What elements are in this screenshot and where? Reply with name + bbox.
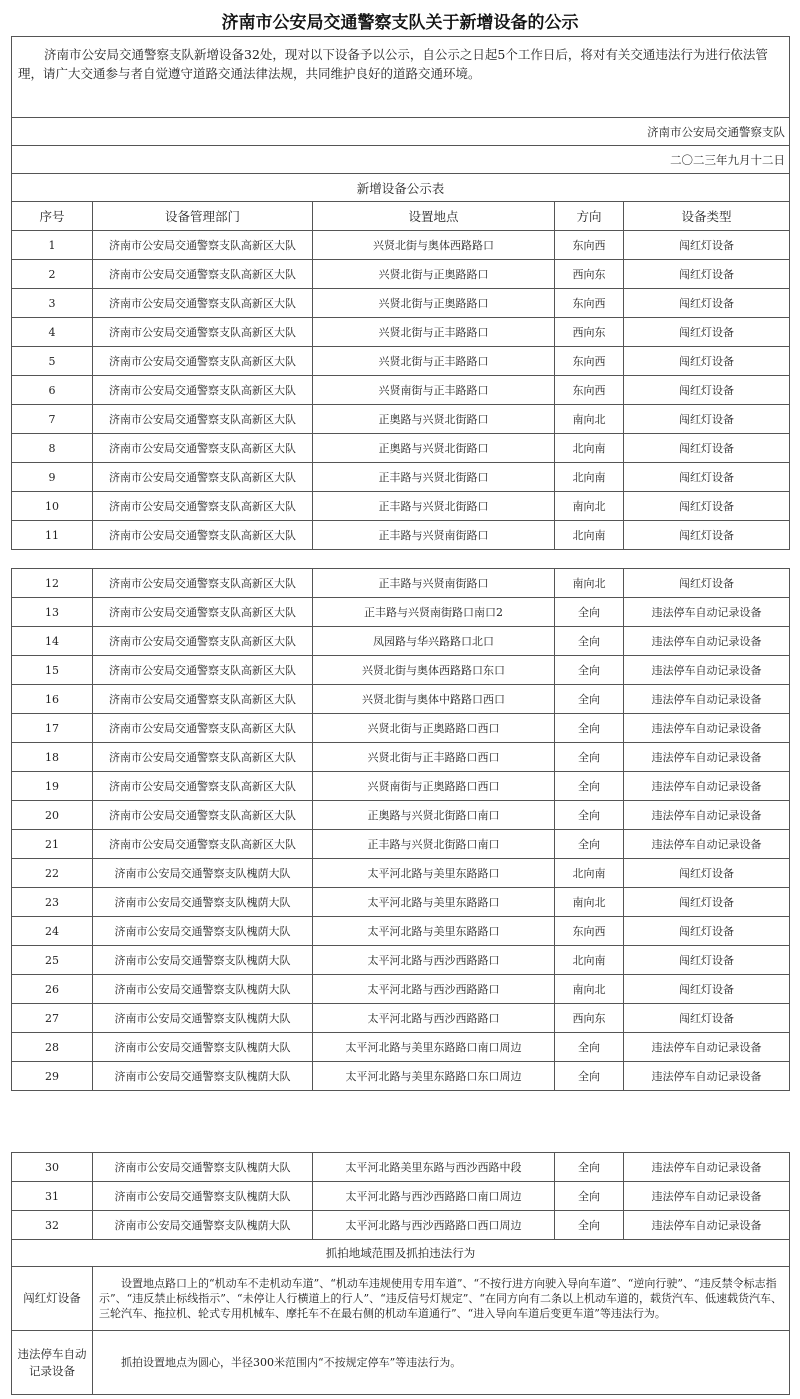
table-caption: 新增设备公示表 — [12, 174, 790, 202]
row-department: 济南市公安局交通警察支队高新区大队 — [93, 260, 313, 289]
row-department: 济南市公安局交通警察支队高新区大队 — [93, 492, 313, 521]
row-number: 29 — [12, 1062, 93, 1091]
table-row — [12, 801, 790, 830]
row-direction: 南向北 — [555, 975, 624, 1004]
row-location: 正丰路与兴贤北街路口 — [313, 463, 555, 492]
row-location: 太平河北路与美里东路路口东口周边 — [313, 1062, 555, 1091]
row-location: 正丰路与兴贤南街路口 — [313, 521, 555, 550]
row-location: 太平河北路与美里东路路口南口周边 — [313, 1033, 555, 1062]
row-location: 太平河北路与西沙西路路口 — [313, 1004, 555, 1033]
row-number: 25 — [12, 946, 93, 975]
row-location: 兴贤北街与奥体中路路口西口 — [313, 685, 555, 714]
table-row — [12, 405, 790, 434]
row-department: 济南市公安局交通警察支队高新区大队 — [93, 376, 313, 405]
row-number: 3 — [12, 289, 93, 318]
header-cell: 设置地点 — [313, 202, 555, 231]
row-number: 7 — [12, 405, 93, 434]
row-location: 兴贤南街与正奥路路口西口 — [313, 772, 555, 801]
table-row — [12, 627, 790, 656]
scope-type: 违法停车自动记录设备 — [12, 1331, 93, 1395]
row-location: 兴贤北街与正丰路路口 — [313, 347, 555, 376]
row-direction: 全向 — [555, 685, 624, 714]
row-device-type: 闯红灯设备 — [624, 888, 790, 917]
row-department: 济南市公安局交通警察支队高新区大队 — [93, 627, 313, 656]
scope-type: 闯红灯设备 — [12, 1267, 93, 1331]
scope-desc: 抓拍设置地点为圆心，半径300米范围内“不按规定停车”等违法行为。 — [93, 1331, 790, 1395]
row-number: 11 — [12, 521, 93, 550]
scope-row — [12, 1267, 790, 1331]
row-device-type: 闯红灯设备 — [624, 260, 790, 289]
row-number: 19 — [12, 772, 93, 801]
row-device-type: 闯红灯设备 — [624, 492, 790, 521]
row-direction: 东向西 — [555, 347, 624, 376]
row-department: 济南市公安局交通警察支队槐荫大队 — [93, 1062, 313, 1091]
row-number: 12 — [12, 569, 93, 598]
table-row — [12, 656, 790, 685]
row-device-type: 违法停车自动记录设备 — [624, 1182, 790, 1211]
table-row — [12, 830, 790, 859]
row-department: 济南市公安局交通警察支队高新区大队 — [93, 830, 313, 859]
row-direction: 西向东 — [555, 318, 624, 347]
row-department: 济南市公安局交通警察支队高新区大队 — [93, 521, 313, 550]
table-row — [12, 492, 790, 521]
row-direction: 全向 — [555, 714, 624, 743]
row-direction: 东向西 — [555, 917, 624, 946]
row-number: 9 — [12, 463, 93, 492]
row-location: 正丰路与兴贤北街路口 — [313, 492, 555, 521]
row-department: 济南市公安局交通警察支队高新区大队 — [93, 231, 313, 260]
header-cell: 设备管理部门 — [93, 202, 313, 231]
table-row — [12, 463, 790, 492]
row-direction: 全向 — [555, 598, 624, 627]
table-row — [12, 1004, 790, 1033]
row-direction: 全向 — [555, 801, 624, 830]
table-row — [12, 231, 790, 260]
row-device-type: 闯红灯设备 — [624, 231, 790, 260]
row-location: 兴贤北街与正奥路路口 — [313, 289, 555, 318]
row-direction: 南向北 — [555, 888, 624, 917]
row-location: 兴贤北街与正丰路路口西口 — [313, 743, 555, 772]
row-device-type: 闯红灯设备 — [624, 917, 790, 946]
row-device-type: 闯红灯设备 — [624, 318, 790, 347]
row-direction: 全向 — [555, 656, 624, 685]
row-location: 太平河北路与美里东路路口 — [313, 917, 555, 946]
row-number: 28 — [12, 1033, 93, 1062]
row-direction: 东向西 — [555, 376, 624, 405]
scope-desc: 设置地点路口上的“机动车不走机动车道”、“机动车违规使用专用车道”、“不按行进方向驶入导向车道”、“逆向行驶”、“违反禁令标志指示”、“违反禁止标线指示”、“未停让人行横道上的行人”、“违反信号灯规定”、“在同方向有二条以上机动车道的，载货汽车、低速载货汽车、三轮汽车、拖拉机、轮式专用机械车、摩托车不在最右侧的机动车道通行”、“进入导向车道后变更车道”等违法行为。 — [93, 1267, 790, 1331]
row-location: 太平河北路与美里东路路口 — [313, 859, 555, 888]
row-device-type: 闯红灯设备 — [624, 376, 790, 405]
row-device-type: 闯红灯设备 — [624, 859, 790, 888]
row-device-type: 闯红灯设备 — [624, 1004, 790, 1033]
row-location: 正奥路与兴贤北街路口 — [313, 434, 555, 463]
row-department: 济南市公安局交通警察支队高新区大队 — [93, 714, 313, 743]
row-direction: 东向西 — [555, 289, 624, 318]
notice-table-part1 — [11, 36, 790, 550]
row-number: 23 — [12, 888, 93, 917]
row-location: 太平河北路与西沙西路路口南口周边 — [313, 1182, 555, 1211]
table-row — [12, 772, 790, 801]
row-direction: 南向北 — [555, 569, 624, 598]
row-number: 31 — [12, 1182, 93, 1211]
row-department: 济南市公安局交通警察支队槐荫大队 — [93, 917, 313, 946]
table-row — [12, 946, 790, 975]
table-row — [12, 1211, 790, 1240]
row-direction: 全向 — [555, 627, 624, 656]
table-row — [12, 376, 790, 405]
row-location: 兴贤北街与正奥路路口 — [313, 260, 555, 289]
row-location: 正丰路与兴贤南街路口南口2 — [313, 598, 555, 627]
table-row — [12, 714, 790, 743]
row-location: 兴贤南街与正丰路路口 — [313, 376, 555, 405]
row-device-type: 闯红灯设备 — [624, 405, 790, 434]
table-header-row — [12, 202, 790, 231]
row-device-type: 违法停车自动记录设备 — [624, 1033, 790, 1062]
row-device-type: 违法停车自动记录设备 — [624, 598, 790, 627]
row-department: 济南市公安局交通警察支队高新区大队 — [93, 569, 313, 598]
row-location: 太平河北路美里东路与西沙西路中段 — [313, 1153, 555, 1182]
row-number: 20 — [12, 801, 93, 830]
row-direction: 东向西 — [555, 231, 624, 260]
table-row — [12, 521, 790, 550]
row-department: 济南市公安局交通警察支队高新区大队 — [93, 347, 313, 376]
row-department: 济南市公安局交通警察支队高新区大队 — [93, 434, 313, 463]
table-row — [12, 888, 790, 917]
row-direction: 北向南 — [555, 434, 624, 463]
row-number: 26 — [12, 975, 93, 1004]
row-number: 18 — [12, 743, 93, 772]
row-location: 兴贤北街与奥体西路路口 — [313, 231, 555, 260]
row-device-type: 闯红灯设备 — [624, 463, 790, 492]
row-device-type: 闯红灯设备 — [624, 569, 790, 598]
row-location: 太平河北路与西沙西路路口 — [313, 946, 555, 975]
row-department: 济南市公安局交通警察支队高新区大队 — [93, 772, 313, 801]
intro-text: 济南市公安局交通警察支队新增设备32处，现对以下设备予以公示，自公示之日起5个工作日后，将对有关交通违法行为进行依法管理，请广大交通参与者自觉遵守道路交通法律法规，共同维护良好的道路交通环境。 — [12, 37, 790, 118]
row-location: 太平河北路与西沙西路路口 — [313, 975, 555, 1004]
row-direction: 全向 — [555, 772, 624, 801]
table-row — [12, 975, 790, 1004]
row-number: 32 — [12, 1211, 93, 1240]
row-department: 济南市公安局交通警察支队槐荫大队 — [93, 975, 313, 1004]
row-department: 济南市公安局交通警察支队高新区大队 — [93, 685, 313, 714]
row-number: 14 — [12, 627, 93, 656]
row-number: 16 — [12, 685, 93, 714]
row-device-type: 违法停车自动记录设备 — [624, 1153, 790, 1182]
table-row — [12, 685, 790, 714]
scope-caption: 抓拍地域范围及抓拍违法行为 — [12, 1240, 790, 1267]
row-number: 22 — [12, 859, 93, 888]
table-row — [12, 1153, 790, 1182]
scope-row — [12, 1331, 790, 1395]
table-row — [12, 598, 790, 627]
row-device-type: 闯红灯设备 — [624, 975, 790, 1004]
row-direction: 西向东 — [555, 260, 624, 289]
row-device-type: 闯红灯设备 — [624, 434, 790, 463]
table-row — [12, 347, 790, 376]
row-device-type: 违法停车自动记录设备 — [624, 772, 790, 801]
row-number: 2 — [12, 260, 93, 289]
table-row — [12, 1033, 790, 1062]
row-number: 10 — [12, 492, 93, 521]
header-cell: 方向 — [555, 202, 624, 231]
notice-table-part3 — [11, 1152, 790, 1395]
row-device-type: 违法停车自动记录设备 — [624, 627, 790, 656]
row-location: 兴贤北街与正丰路路口 — [313, 318, 555, 347]
row-number: 13 — [12, 598, 93, 627]
row-location: 正奥路与兴贤北街路口 — [313, 405, 555, 434]
row-department: 济南市公安局交通警察支队高新区大队 — [93, 318, 313, 347]
row-number: 1 — [12, 231, 93, 260]
row-direction: 全向 — [555, 1033, 624, 1062]
table-row — [12, 917, 790, 946]
row-location: 兴贤北街与奥体西路路口东口 — [313, 656, 555, 685]
row-department: 济南市公安局交通警察支队高新区大队 — [93, 743, 313, 772]
table-row — [12, 1182, 790, 1211]
row-number: 5 — [12, 347, 93, 376]
row-department: 济南市公安局交通警察支队高新区大队 — [93, 656, 313, 685]
table-row — [12, 289, 790, 318]
row-device-type: 违法停车自动记录设备 — [624, 830, 790, 859]
issuer: 济南市公安局交通警察支队 — [12, 118, 790, 146]
row-number: 8 — [12, 434, 93, 463]
row-department: 济南市公安局交通警察支队槐荫大队 — [93, 888, 313, 917]
row-device-type: 违法停车自动记录设备 — [624, 801, 790, 830]
row-number: 17 — [12, 714, 93, 743]
row-department: 济南市公安局交通警察支队槐荫大队 — [93, 946, 313, 975]
header-cell: 设备类型 — [624, 202, 790, 231]
row-direction: 南向北 — [555, 492, 624, 521]
row-direction: 全向 — [555, 1062, 624, 1091]
row-department: 济南市公安局交通警察支队高新区大队 — [93, 405, 313, 434]
row-direction: 全向 — [555, 1153, 624, 1182]
row-department: 济南市公安局交通警察支队槐荫大队 — [93, 1033, 313, 1062]
row-department: 济南市公安局交通警察支队槐荫大队 — [93, 1182, 313, 1211]
row-location: 太平河北路与美里东路路口 — [313, 888, 555, 917]
table-row — [12, 743, 790, 772]
row-device-type: 闯红灯设备 — [624, 289, 790, 318]
row-direction: 西向东 — [555, 1004, 624, 1033]
row-department: 济南市公安局交通警察支队高新区大队 — [93, 598, 313, 627]
row-direction: 北向南 — [555, 463, 624, 492]
row-number: 24 — [12, 917, 93, 946]
row-device-type: 闯红灯设备 — [624, 347, 790, 376]
row-device-type: 违法停车自动记录设备 — [624, 685, 790, 714]
row-direction: 全向 — [555, 743, 624, 772]
table-row — [12, 434, 790, 463]
row-department: 济南市公安局交通警察支队槐荫大队 — [93, 1211, 313, 1240]
row-location: 兴贤北街与正奥路路口西口 — [313, 714, 555, 743]
row-device-type: 违法停车自动记录设备 — [624, 714, 790, 743]
row-number: 27 — [12, 1004, 93, 1033]
row-device-type: 违法停车自动记录设备 — [624, 1211, 790, 1240]
row-device-type: 闯红灯设备 — [624, 946, 790, 975]
header-cell: 序号 — [12, 202, 93, 231]
row-location: 太平河北路与西沙西路路口西口周边 — [313, 1211, 555, 1240]
row-direction: 北向南 — [555, 521, 624, 550]
row-direction: 北向南 — [555, 859, 624, 888]
row-number: 4 — [12, 318, 93, 347]
issue-date: 二〇二三年九月十二日 — [12, 146, 790, 174]
row-device-type: 违法停车自动记录设备 — [624, 1062, 790, 1091]
row-direction: 全向 — [555, 830, 624, 859]
row-department: 济南市公安局交通警察支队槐荫大队 — [93, 1153, 313, 1182]
row-department: 济南市公安局交通警察支队槐荫大队 — [93, 859, 313, 888]
row-location: 正丰路与兴贤南街路口 — [313, 569, 555, 598]
row-device-type: 违法停车自动记录设备 — [624, 656, 790, 685]
row-location: 凤园路与华兴路路口北口 — [313, 627, 555, 656]
row-direction: 全向 — [555, 1211, 624, 1240]
table-row — [12, 1062, 790, 1091]
row-department: 济南市公安局交通警察支队高新区大队 — [93, 289, 313, 318]
row-number: 6 — [12, 376, 93, 405]
row-location: 正丰路与兴贤北街路口南口 — [313, 830, 555, 859]
row-number: 21 — [12, 830, 93, 859]
table-row — [12, 569, 790, 598]
row-number: 30 — [12, 1153, 93, 1182]
row-device-type: 闯红灯设备 — [624, 521, 790, 550]
page-title: 济南市公安局交通警察支队关于新增设备的公示 — [221, 13, 579, 33]
row-number: 15 — [12, 656, 93, 685]
row-department: 济南市公安局交通警察支队高新区大队 — [93, 463, 313, 492]
table-row — [12, 859, 790, 888]
table-row — [12, 318, 790, 347]
row-direction: 南向北 — [555, 405, 624, 434]
table-row — [12, 260, 790, 289]
row-department: 济南市公安局交通警察支队槐荫大队 — [93, 1004, 313, 1033]
row-location: 正奥路与兴贤北街路口南口 — [313, 801, 555, 830]
row-direction: 北向南 — [555, 946, 624, 975]
row-device-type: 违法停车自动记录设备 — [624, 743, 790, 772]
row-department: 济南市公安局交通警察支队高新区大队 — [93, 801, 313, 830]
row-direction: 全向 — [555, 1182, 624, 1211]
notice-table-part2 — [11, 568, 790, 1091]
